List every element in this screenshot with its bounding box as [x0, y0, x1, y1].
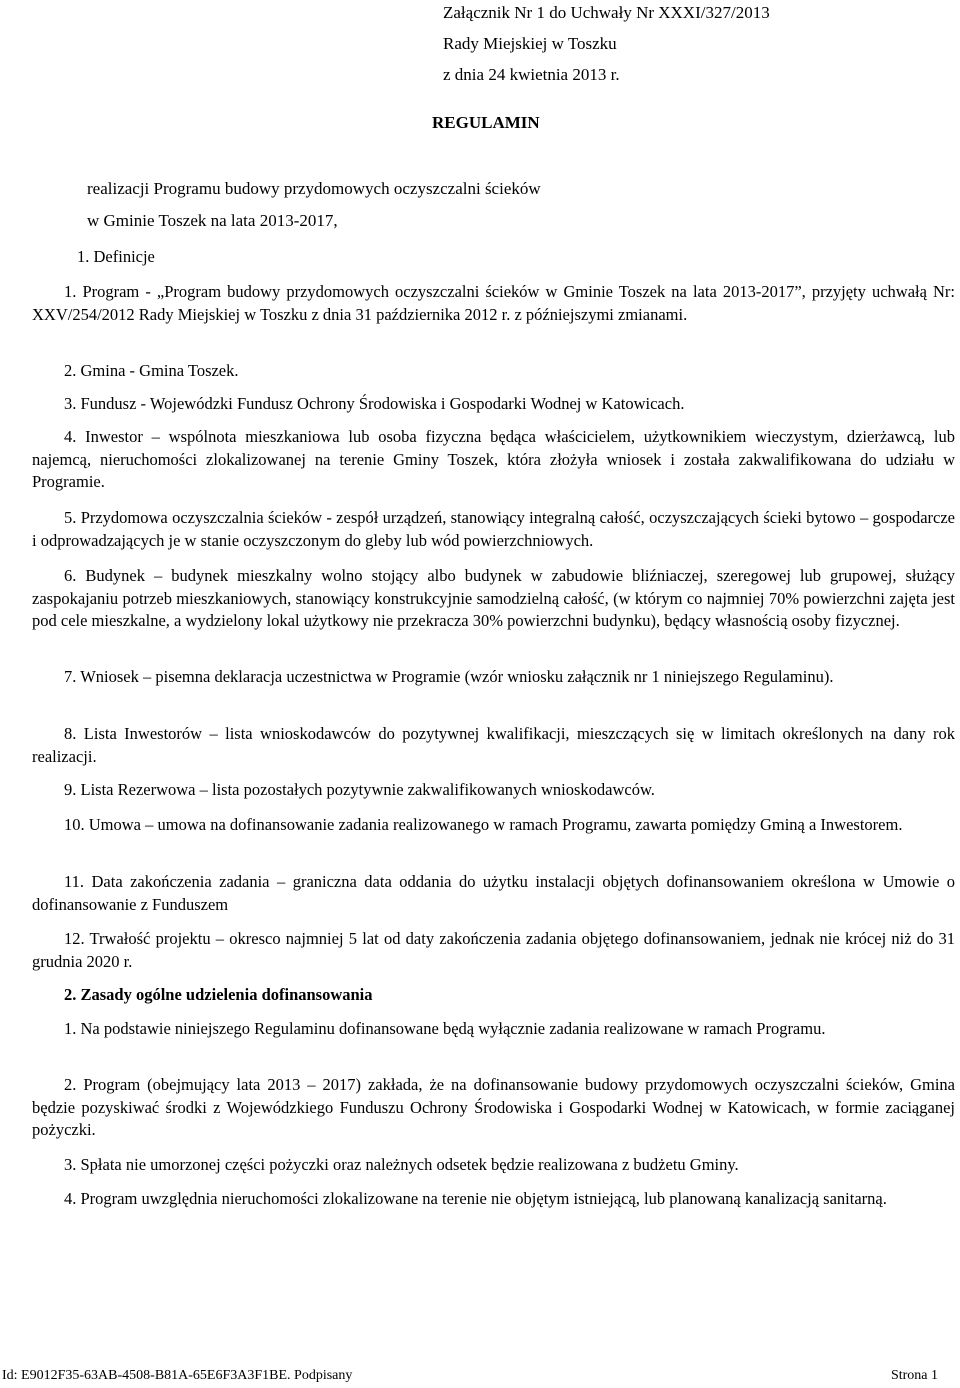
- definition-12: 12. Trwałość projektu – okresco najmniej 5 lat od daty zakończenia zadania objętego dofinansowaniem, jednak nie krócej niż do 31 grudnia 2020 r.: [32, 929, 955, 971]
- definition-11: 11. Data zakończenia zadania – graniczna data oddania do użytku instalacji objętych dofinansowaniem określona w Umowie o dofinansowanie z Funduszem: [32, 872, 955, 914]
- definition-3: 3. Fundusz - Wojewódzki Fundusz Ochrony Środowiska i Gospodarki Wodnej w Katowicach.: [64, 394, 685, 413]
- definition-1: 1. Program - „Program budowy przydomowych oczyszczalni ścieków w Gminie Toszek na lata 2013-2017”, przyjęty uchwałą Nr: XXV/254/2012 Rady Miejskiej w Toszku z dnia 31 października 2012 r. z późniejszymi zmianami.: [32, 282, 955, 324]
- attachment-line-2: Rady Miejskiej w Toszku: [443, 34, 617, 53]
- document-title: REGULAMIN: [432, 113, 540, 132]
- footer-document-id: Id: E9012F35-63AB-4508-B81A-65E6F3A3F1BE. Podpisany: [2, 1368, 353, 1383]
- footer-page-number: Strona 1: [890, 1368, 938, 1383]
- rule-2: 2. Program (obejmujący lata 2013 – 2017) zakłada, że na dofinansowanie budowy przydomowych oczyszczalni ścieków, Gmina będzie pozyskiwać środki z Wojewódzkiego Funduszu Ochrony Środowiska i Gospodarki Wodnej w Katowicach, w formie zaciąganej pożyczki.: [32, 1075, 955, 1139]
- rule-4: 4. Program uwzględnia nieruchomości zlokalizowane na terenie nie objętym istniejącą, lub planowaną kanalizacją sanitarną.: [64, 1189, 887, 1208]
- definition-4: 4. Inwestor – wspólnota mieszkaniowa lub osoba fizyczna będąca właścicielem, użytkownikiem wieczystym, dzierżawcą, lub najemcą, nieruchomości zlokalizowanej na terenie Gminy Toszek, która złożyła wniosek i została zakwalifikowana do udziału w Programie.: [32, 427, 955, 491]
- definition-10: 10. Umowa – umowa na dofinansowanie zadania realizowanego w ramach Programu, zawarta pomiędzy Gminą a Inwestorem.: [64, 815, 903, 834]
- definition-8: 8. Lista Inwestorów – lista wnioskodawców do pozytywnej kwalifikacji, mieszczących się w limitach określonych na dany rok realizacji.: [32, 724, 955, 766]
- attachment-line-1: Załącznik Nr 1 do Uchwały Nr XXXI/327/2013: [443, 3, 770, 22]
- subtitle-line-1: realizacji Programu budowy przydomowych oczyszczalni ścieków: [87, 179, 541, 198]
- definition-2: 2. Gmina - Gmina Toszek.: [64, 361, 239, 380]
- attachment-line-3: z dnia 24 kwietnia 2013 r.: [443, 65, 620, 84]
- section-1-heading: 1. Definicje: [77, 247, 155, 266]
- definition-5: 5. Przydomowa oczyszczalnia ścieków - zespół urządzeń, stanowiący integralną całość, oczyszczających ścieki bytowo – gospodarcze i odprowadzających je w stanie oczyszczonym do gleby lub wód powierzchniowych.: [32, 508, 955, 550]
- definition-9: 9. Lista Rezerwowa – lista pozostałych pozytywnie zakwalifikowanych wnioskodawców.: [64, 780, 655, 799]
- definition-6: 6. Budynek – budynek mieszkalny wolno stojący albo budynek w zabudowie bliźniaczej, szeregowej lub grupowej, służący zaspokajaniu potrzeb mieszkaniowych, stanowiący konstrukcyjnie samodzielną całość, (w którym co najmniej 70% powierzchni zajęta jest pod cele mieszkalne, a wydzielony lokal użytkowy nie przekracza 30% powierzchni budynku), będący własnością osoby fizycznej.: [32, 566, 955, 630]
- definition-7: 7. Wniosek – pisemna deklaracja uczestnictwa w Programie (wzór wniosku załącznik nr 1 niniejszego Regulaminu).: [64, 667, 834, 686]
- rule-3: 3. Spłata nie umorzonej części pożyczki oraz należnych odsetek będzie realizowana z budżetu Gminy.: [64, 1155, 739, 1174]
- section-2-heading: 2. Zasady ogólne udzielenia dofinansowania: [64, 985, 373, 1004]
- subtitle-line-2: w Gminie Toszek na lata 2013-2017,: [87, 211, 338, 230]
- rule-1: 1. Na podstawie niniejszego Regulaminu dofinansowane będą wyłącznie zadania realizowane w ramach Programu.: [64, 1019, 826, 1038]
